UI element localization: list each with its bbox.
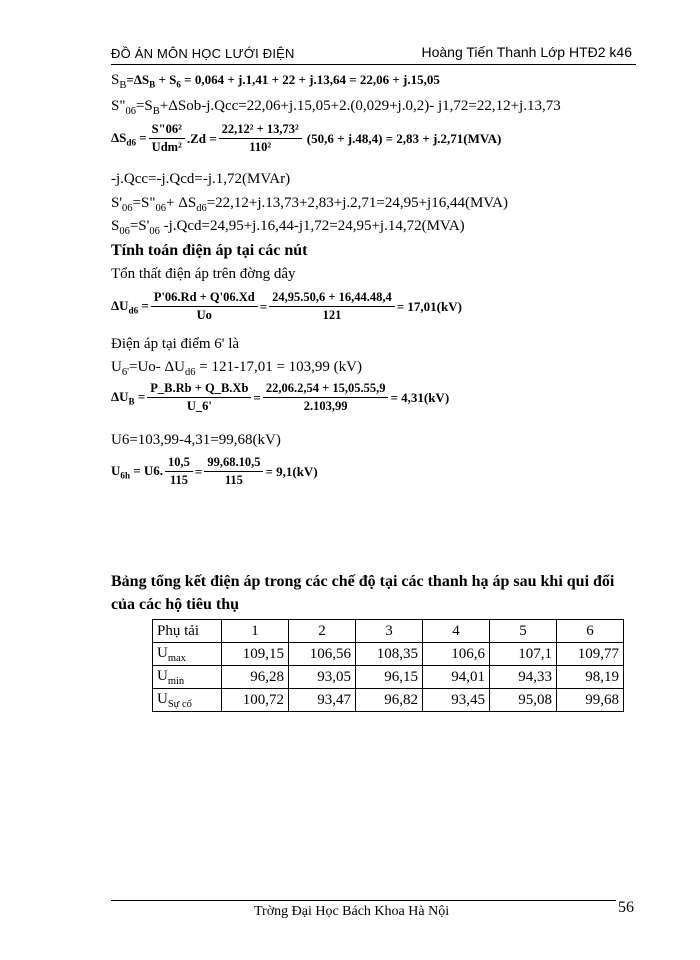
table-header-cell: 5 [490, 620, 557, 643]
eq-u6h: $U_{6h} = U6$. $\frac{10,5}{115}$ = $\frac{99,68.10,5}{115}$ = 9,1(kV) [111, 455, 318, 487]
eq-s06-final: $S_{06}=S'_{06}$ -j.Qcd=24,95+j.16,44-j1,72=24,95+j.14,72(MVA) [111, 218, 465, 237]
footer-text: Trờng Đại Học Bách Khoa Hà Nội [254, 904, 450, 919]
eq-u6: U6=103,99-4,31=99,68(kV) [111, 432, 281, 448]
table-row [153, 643, 624, 666]
table-header-cell: Phụ tải [153, 620, 222, 643]
table-cell: 106,56 [289, 643, 356, 666]
table-cell: 93,45 [423, 689, 490, 712]
table-row [153, 689, 624, 712]
page-number: 56 [618, 899, 634, 916]
table-cell: 93,05 [289, 666, 356, 689]
table-header-cell: 3 [356, 620, 423, 643]
voltage-summary-table [152, 619, 624, 712]
header-rule [111, 64, 636, 65]
section-heading-voltage: Tính toán điện áp tại các nút [111, 242, 308, 259]
table-header-cell: 4 [423, 620, 490, 643]
summary-heading-line2: của các hộ tiêu thụ [111, 596, 239, 613]
table-header-cell: 6 [557, 620, 624, 643]
table-header-row [153, 620, 624, 643]
table-header-cell: 2 [289, 620, 356, 643]
table-cell: 96,82 [356, 689, 423, 712]
eq-qcc: -j.Qcc=-j.Qcd=-j.1,72(MVAr) [111, 171, 291, 187]
summary-heading-line1: Bảng tổng kết điện áp trong các chế độ tại các thanh hạ áp sau khi qui đổi [111, 573, 615, 590]
table-cell: 99,68 [557, 689, 624, 712]
table-cell: 107,1 [490, 643, 557, 666]
eq-s06-prime: $S'_{06}=S"_{06}+ \Delta S_{d6}=22,12+j.13,73+2,83+j.2,71=24,95+j16,44(MVA)$ [111, 195, 509, 214]
header-right: Hoàng Tiến Thanh Lớp HTĐ2 k46 [421, 44, 632, 60]
table-cell: 94,01 [423, 666, 490, 689]
header-left: ĐỒ ÁN MÔN HỌC LƯỚI ĐIỆN [111, 46, 295, 61]
eq-delta-sd6: $\Delta S_{d6}$ = $\frac{\text{S"06²}}{\text{Udm²}}$ .Zd = $\frac{\text{22,12² + 13,73²}}{\text{110²}}$ (50,6 + j.48,4) = 2,83 + j.2,71(MVA) [111, 122, 502, 154]
row-label-umin: $U_{min}$ [153, 666, 222, 689]
footer-rule [111, 900, 616, 901]
table-cell: 109,15 [222, 643, 289, 666]
table-header-cell: 1 [222, 620, 289, 643]
row-label-umax: $U_{max}$ [153, 643, 222, 666]
table-cell: 95,08 [490, 689, 557, 712]
table-cell: 109,77 [557, 643, 624, 666]
table-cell: 100,72 [222, 689, 289, 712]
table-row [153, 666, 624, 689]
table-cell: 96,28 [222, 666, 289, 689]
eq-delta-ud6: $\Delta U_{d6}$ = $\frac{P'06.Rd + Q'06.Xd}{Uo}$ = $\frac{24,95.50,6 + 16,44.48,4}{121}$ = 17,01(kV) [111, 290, 462, 322]
text-voltage-loss: Tổn thất điện áp trên đờng dây [111, 266, 296, 282]
eq-s06: $S"_{06}=S_B+\Delta Sob-j.Qcc=22,06+j.15,05+2.(0,029+j.0,2)-$ j1,72=22,12+j.13,73 [111, 98, 561, 117]
eq-u6-prime: $U_{6'}=Uo-$ $\Delta U_{d6} = 121-17,01 = 103,99$ (kV) [111, 359, 363, 378]
text-voltage-point6: Điện áp tại điểm 6' là [111, 336, 240, 352]
table-cell: 93,47 [289, 689, 356, 712]
eq-delta-ub: $\Delta U_B$ = $\frac{P\_B.Rb + Q\_B.Xb}{U\_6'}$ = $\frac{22,06.2,54 + 15,05.55,9}{2.103,99}$ = 4,31(kV) [111, 381, 450, 413]
row-label-usuco: $U_{Sự cố}$ [153, 689, 222, 712]
table-cell: 108,35 [356, 643, 423, 666]
table-cell: 94,33 [490, 666, 557, 689]
table-cell: 96,15 [356, 666, 423, 689]
table-cell: 106,6 [423, 643, 490, 666]
eq-sb: $S_B=\Delta S_B + S_6 = 0,064 + j.1,41 + 22 + j.13,64 = 22,06 + j.15,05$ [111, 72, 440, 91]
table-cell: 98,19 [557, 666, 624, 689]
